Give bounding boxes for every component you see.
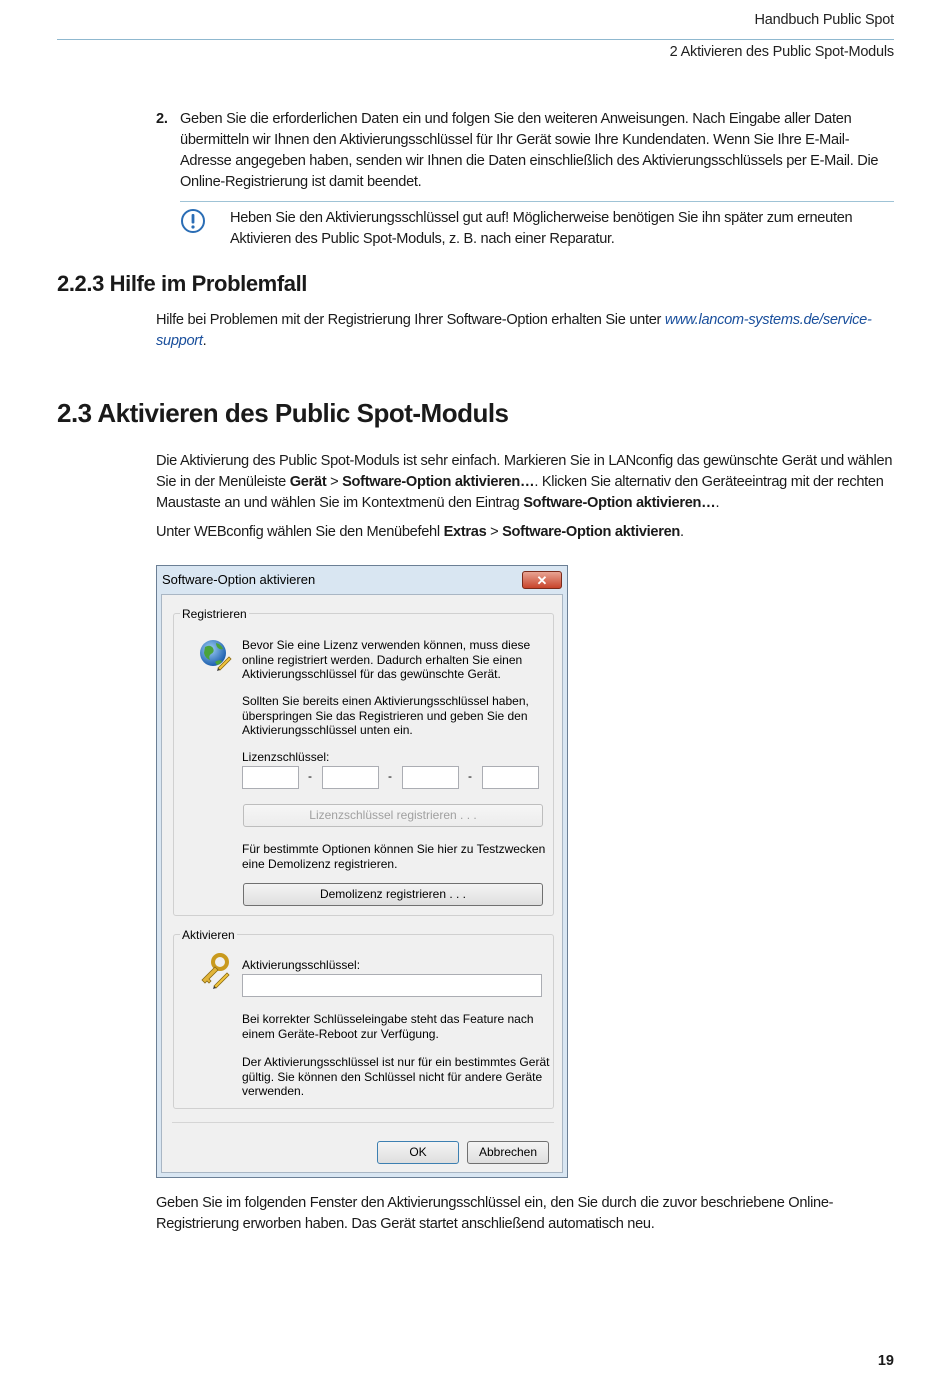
activation-key-input[interactable]: [242, 974, 542, 997]
step-2-text: Geben Sie die erforderlichen Daten ein und folgen Sie den weiteren Anweisungen. Nach Eingabe aller Daten übermitteln wir Ihnen den Aktivierungsschlüssel für Ihr Gerät sowie Ihre Kundendaten. Wenn Sie Ihre E-Mail-Adresse angegeben haben, senden wir Ihnen die Daten einschließlich des Aktivierungsschlüssels per E-Mail. Die Online-Registrierung ist damit beendet.: [180, 111, 879, 190]
license-key-part-2[interactable]: [322, 766, 379, 789]
license-key-part-1[interactable]: [242, 766, 299, 789]
activate-text-2: Der Aktivierungsschlüssel ist nur für ein bestimmtes Gerät gültig. Sie können den Schlüssel nicht für andere Geräte verwenden.: [242, 1055, 550, 1098]
menu-geraet: Gerät: [289, 474, 327, 490]
p1-text-a: Die Aktivierung des Public Spot-Moduls ist sehr einfach. Markieren Sie in LANconfig das gewünschte Gerät und wählen Sie in der Menüleiste: [156, 453, 893, 490]
activation-key-label: Aktivierungsschlüssel:: [242, 958, 361, 972]
close-icon[interactable]: ✕: [522, 571, 562, 589]
register-demo-button[interactable]: Demolizenz registrieren . . .: [243, 883, 543, 906]
register-group-label: Registrieren: [182, 607, 247, 621]
p2-text-c: .: [680, 524, 684, 540]
running-header-chapter: 2 Aktivieren des Public Spot-Moduls: [669, 44, 894, 60]
section-heading-2-3: 2.3 Aktivieren des Public Spot-Moduls: [57, 398, 509, 428]
running-header-title: Handbuch Public Spot: [754, 12, 894, 28]
license-key-part-3[interactable]: [402, 766, 459, 789]
exclamation-circle-icon: [180, 208, 206, 234]
section-2-2-3-text: [156, 310, 896, 352]
license-dash-2: -: [388, 769, 392, 783]
p1-sep: >: [326, 474, 343, 490]
license-dash-3: -: [468, 769, 472, 783]
p2-text-a: Unter WEBconfig wählen Sie den Menübefehl: [156, 524, 444, 540]
section-2-3-paragraph-2: [156, 522, 896, 543]
key-pencil-icon: [198, 953, 232, 989]
register-text-1: Bevor Sie eine Lizenz verwenden können, muss diese online registriert werden. Dadurch erhalten Sie einen Aktivierungsschlüssel für das gewünschte Gerät.: [242, 638, 531, 681]
dialog-body: [161, 594, 563, 1173]
p1-text-d: .: [715, 495, 720, 511]
section-heading-2-2-3: 2.2.3 Hilfe im Problemfall: [57, 271, 308, 296]
page-number: 19: [877, 1353, 894, 1369]
ok-button[interactable]: OK: [377, 1141, 459, 1164]
cancel-button[interactable]: Abbrechen: [467, 1141, 549, 1164]
software-option-dialog: [156, 565, 568, 1178]
menu-software-option: Software-Option aktivieren…: [342, 474, 535, 490]
activate-group-label: Aktivieren: [182, 928, 235, 942]
note-divider: [180, 201, 894, 202]
support-link[interactable]: www.lancom-systems.de/service-support: [156, 312, 872, 349]
dialog-title: Software-Option aktivieren: [162, 572, 316, 587]
menu-software-option-web: Software-Option aktivieren: [502, 524, 681, 540]
globe-pencil-icon: [198, 637, 232, 671]
section-2-3-paragraph-1: [156, 451, 896, 514]
activate-text-1: Bei korrekter Schlüsseleingabe steht das Feature nach einem Geräte-Reboot zur Verfügung.: [242, 1012, 534, 1041]
help-text-end: .: [202, 333, 207, 349]
license-dash-1: -: [308, 769, 312, 783]
p1-text-c: . Klicken Sie alternativ den Geräteeintrag mit der rechten Maustaste an und wählen Sie im Kontextmenü den Eintrag: [156, 474, 884, 511]
p2-sep: >: [486, 524, 503, 540]
note-text: Heben Sie den Aktivierungsschlüssel gut auf! Möglicherweise benötigen Sie ihn später zum erneuten Aktivieren des Public Spot-Moduls, z. B. nach einer Reparatur.: [230, 210, 853, 247]
register-text-3: Für bestimmte Optionen können Sie hier zu Testzwecken eine Demolizenz registrieren.: [242, 842, 546, 871]
context-software-option: Software-Option aktivieren…: [523, 495, 716, 511]
after-dialog-text: Geben Sie im folgenden Fenster den Aktivierungsschlüssel ein, den Sie durch die zuvor beschriebene Online-Registrierung erworben haben. Das Gerät startet anschließend automatisch neu.: [156, 1195, 834, 1232]
register-text-2: Sollten Sie bereits einen Aktivierungsschlüssel haben, überspringen Sie das Registrieren und geben Sie den Aktivierungsschlüssel unten ein.: [242, 694, 529, 737]
register-license-button[interactable]: Lizenzschlüssel registrieren . . .: [243, 804, 543, 827]
header-divider: [57, 39, 894, 40]
help-text: Hilfe bei Problemen mit der Registrierung Ihrer Software-Option erhalten Sie unter: [156, 312, 665, 328]
dialog-separator: [172, 1122, 554, 1123]
license-key-part-4[interactable]: [482, 766, 539, 789]
step-number: 2.: [156, 111, 168, 127]
license-key-label: Lizenzschlüssel:: [242, 750, 330, 764]
menu-extras: Extras: [443, 524, 487, 540]
